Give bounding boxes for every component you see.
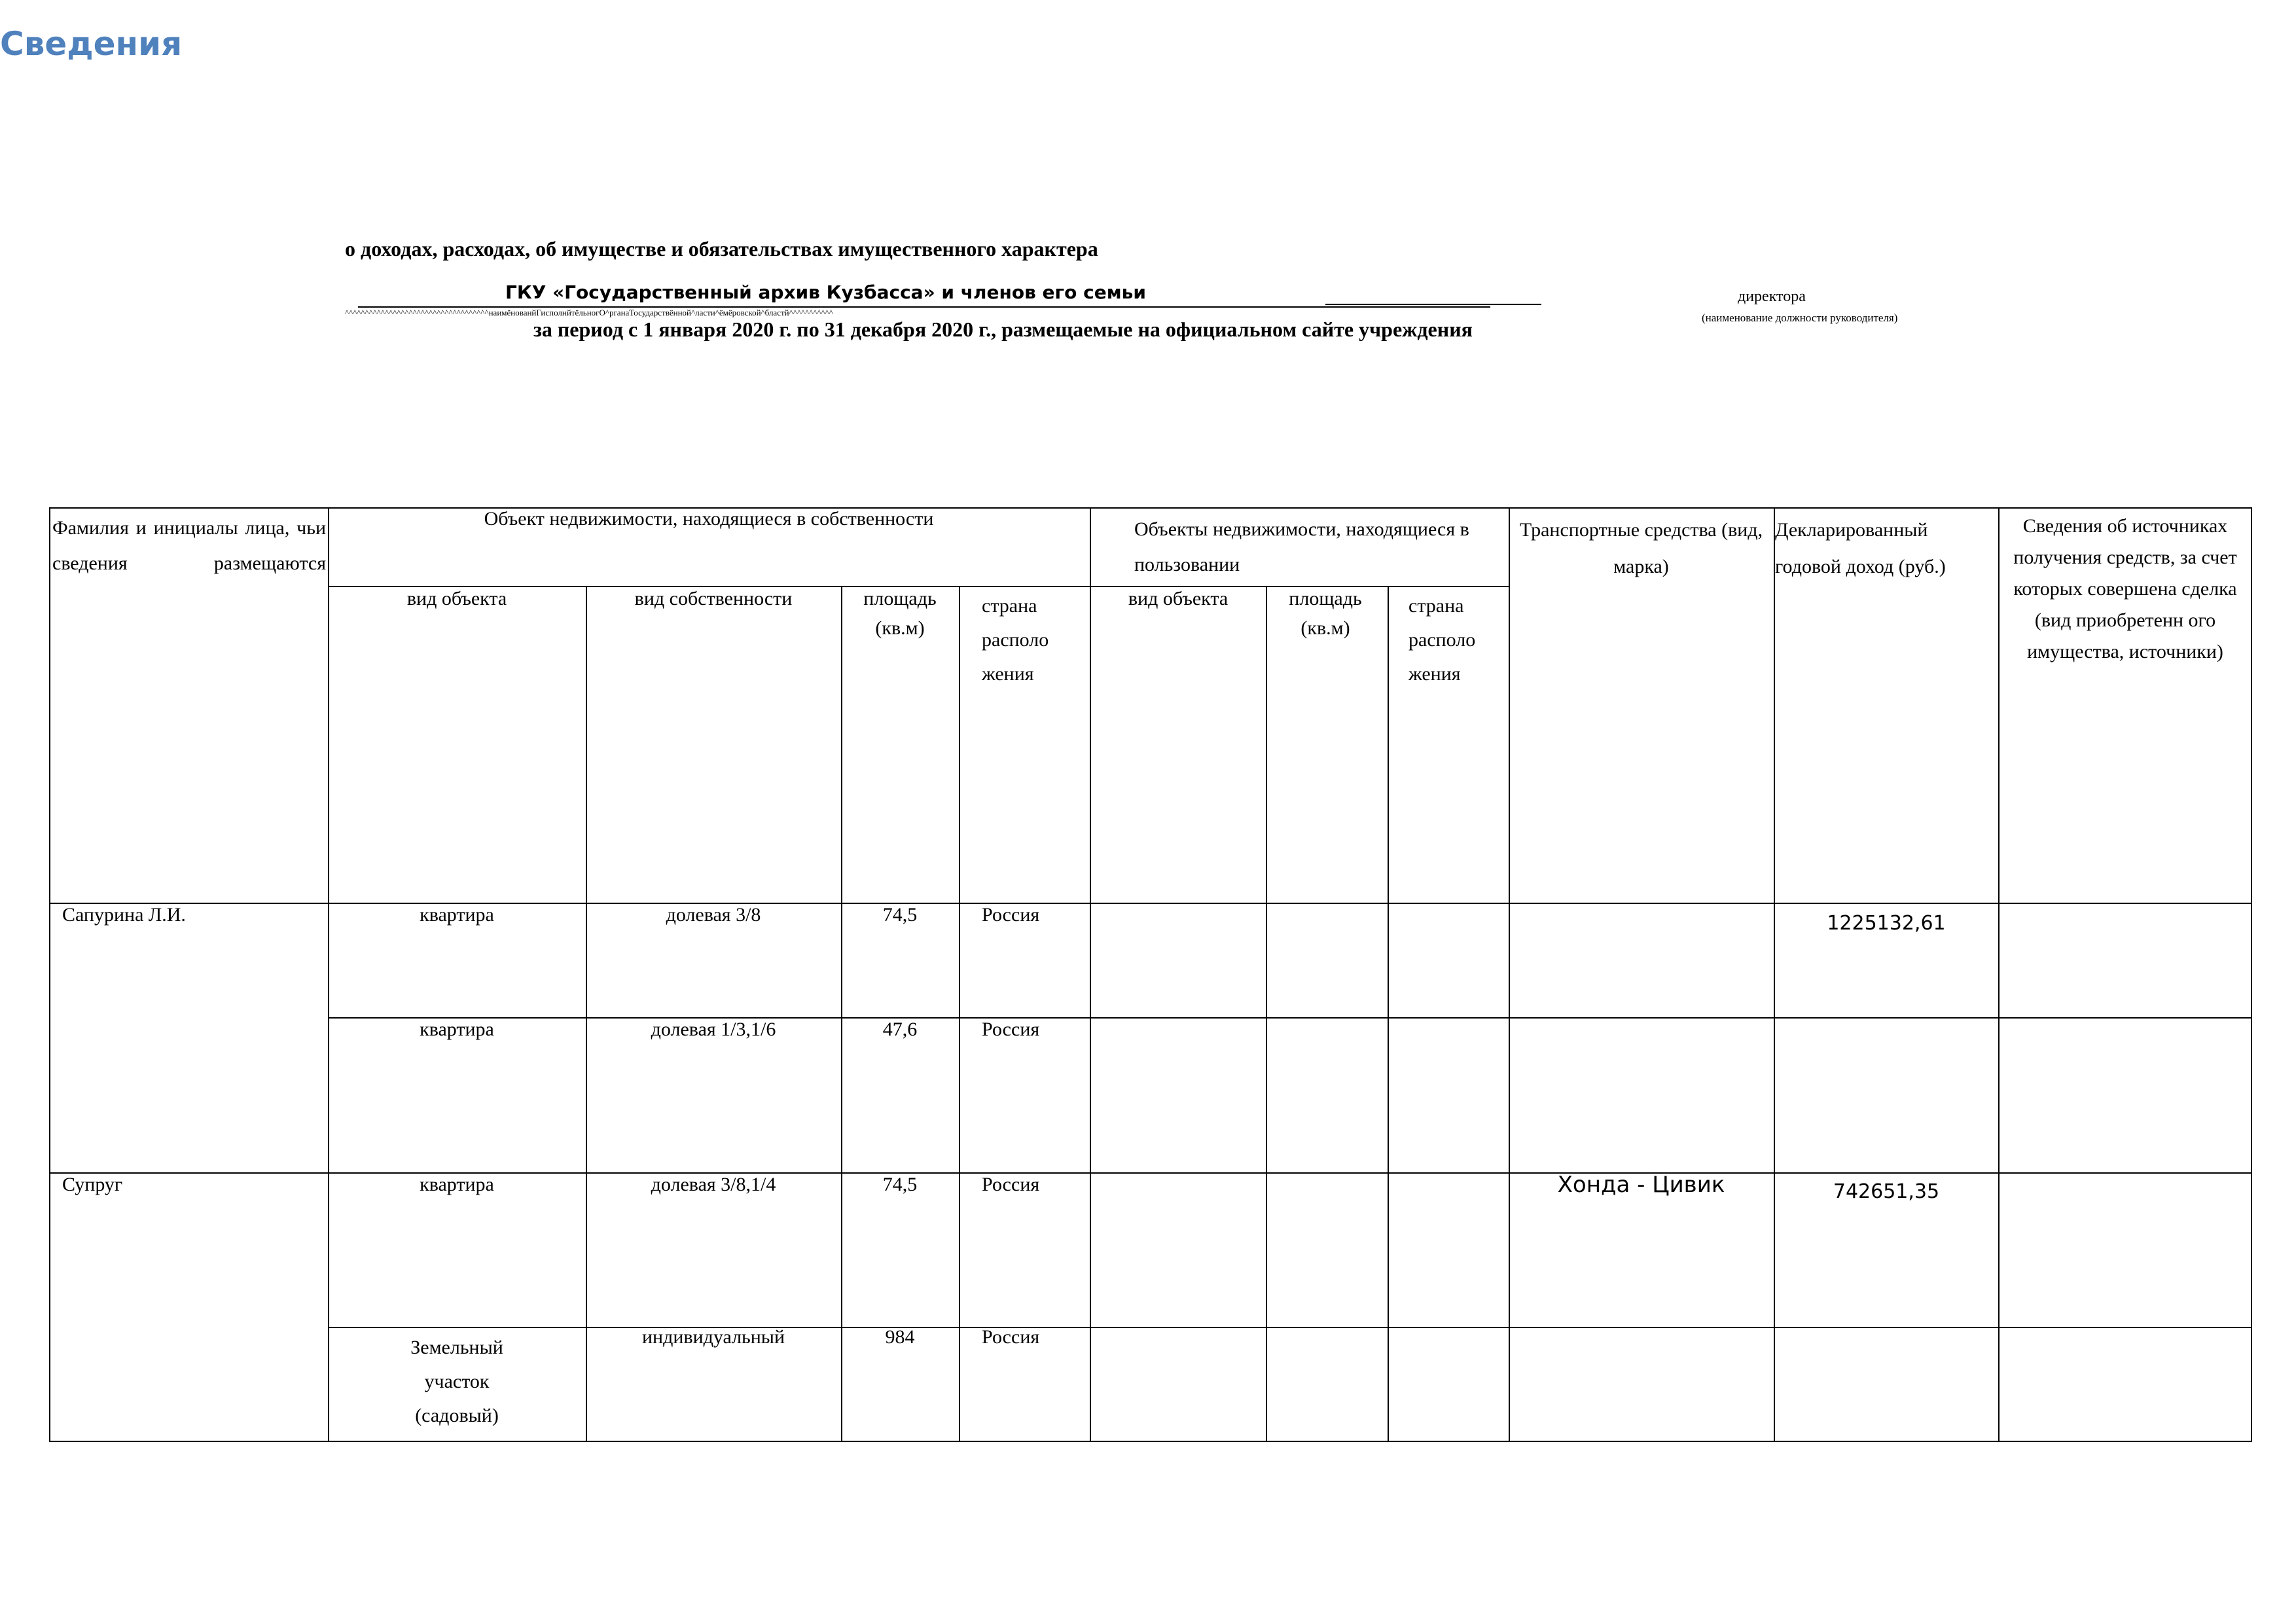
col-line-4	[959, 586, 960, 1442]
col-line-6	[1266, 586, 1267, 1442]
object-type: квартира	[420, 1019, 494, 1040]
document-subtitle: о доходах, расходах, об имуществе и обязательствах имущественного характера	[345, 237, 1098, 261]
col-line-10	[1998, 507, 2000, 1442]
header-owned-country: страна располо жения	[982, 595, 1049, 685]
object-country: Россия	[982, 1174, 1040, 1195]
person-name: Сапурина Л.И.	[62, 904, 186, 926]
col-line-8	[1509, 507, 1510, 1442]
header-vehicles: Транспортные средства (вид, марка)	[1519, 519, 1763, 577]
header-owned-type: вид объекта	[406, 588, 507, 609]
vehicle: Хонда - Цивик	[1557, 1172, 1725, 1198]
object-area: 47,6	[882, 1019, 918, 1040]
object-country: Россия	[982, 1019, 1040, 1040]
header-owned-area: площадь (кв.м)	[863, 588, 937, 639]
col-line-1	[328, 507, 329, 1442]
header-used-type: вид объекта	[1128, 588, 1229, 609]
post-label: директора	[1738, 288, 1806, 305]
header-name: Фамилия и инициалы лица, чьи сведения размещаются	[52, 517, 326, 574]
post-underline	[1325, 304, 1541, 305]
organization-caption: ^^^^^^^^^^^^^^^^^^^^^^^^^^^^^^^^^^^^наимёнованйГисполнйтёльногО^рганаТосударствённой^ласти^ёмёровской^бластй^^^^^^^^^^^	[345, 308, 833, 317]
declared-income: 742651,35	[1833, 1180, 1940, 1203]
object-area: 74,5	[882, 904, 918, 926]
object-area: 984	[885, 1326, 915, 1348]
table-border-bottom	[49, 1441, 2252, 1442]
reporting-period: за период с 1 января 2020 г. по 31 декабря 2020 г., размещаемые на официальном сайте учреждения	[533, 317, 1473, 341]
ownership-type: индивидуальный	[641, 1326, 785, 1348]
object-country: Россия	[982, 904, 1040, 926]
ownership-type: долевая 3/8,1/4	[651, 1174, 776, 1195]
object-type: квартира	[420, 904, 494, 926]
header-income: Декларированный годовой доход (руб.)	[1775, 519, 1946, 577]
organization-line	[345, 281, 1536, 310]
col-line-5	[1090, 507, 1091, 1442]
header-owned-ownership: вид собственности	[634, 588, 793, 609]
object-type: Земельный участок (садовый)	[410, 1337, 503, 1426]
header-used-country: страна располо жения	[1408, 595, 1476, 685]
col-line-2	[586, 586, 587, 1442]
col-line-7	[1388, 586, 1389, 1442]
post-caption: (наименование должности руководителя)	[1702, 312, 1898, 324]
header-owned-group: Объект недвижимости, находящиеся в собственности	[484, 508, 934, 530]
header-used-area: площадь (кв.м)	[1289, 588, 1362, 639]
object-area: 74,5	[882, 1174, 918, 1195]
object-type: квартира	[420, 1174, 494, 1195]
declared-income: 1225132,61	[1827, 912, 1946, 935]
col-line-9	[1774, 507, 1775, 1442]
table-row-line-1	[328, 1017, 2252, 1019]
col-line-0	[49, 507, 50, 1442]
object-country: Россия	[982, 1326, 1040, 1348]
ownership-type: долевая 1/3,1/6	[651, 1019, 776, 1040]
header-used-group: Объекты недвижимости, находящиеся в пользовании	[1134, 518, 1469, 575]
page-title: Сведения	[0, 25, 183, 63]
header-sources: Сведения об источниках получения средств, за счет которых совершена сделка (вид приобретенн ого имущества, источники)	[2013, 515, 2237, 662]
col-line-11	[2251, 507, 2252, 1442]
person-name: Супруг	[62, 1174, 123, 1195]
ownership-type: долевая 3/8	[666, 904, 761, 926]
col-line-3	[841, 586, 842, 1442]
organization-name: ГКУ «Государственный архив Кузбасса» и членов его семьи	[505, 281, 1146, 303]
